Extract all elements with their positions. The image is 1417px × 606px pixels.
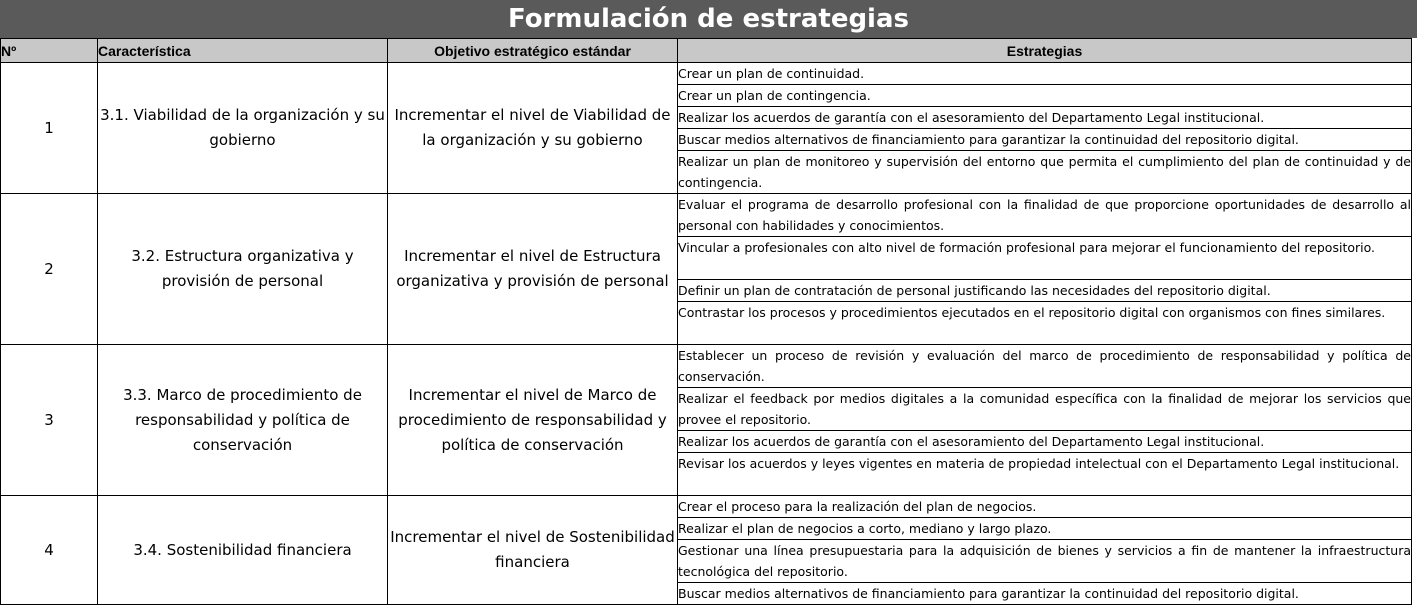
header-number: Nº bbox=[1, 39, 98, 63]
group-number: 4 bbox=[1, 496, 98, 605]
strategy-cell: Definir un plan de contratación de personal justificando las necesidades del repositorio digital. bbox=[678, 280, 1412, 302]
objective-cell: Incrementar el nivel de Sostenibilidad financiera bbox=[388, 496, 678, 605]
strategies-table bbox=[0, 38, 1412, 605]
strategy-cell: Realizar los acuerdos de garantía con el asesoramiento del Departamento Legal institucional. bbox=[678, 431, 1412, 453]
strategy-cell: Establecer un proceso de revisión y evaluación del marco de procedimiento de responsabilidad y política de conservación. bbox=[678, 345, 1412, 388]
table-row bbox=[1, 63, 1412, 85]
strategy-cell: Realizar el feedback por medios digitales a la comunidad específica con la finalidad de mejorar los servicios que provee el repositorio. bbox=[678, 388, 1412, 431]
characteristic-cell: 3.4. Sostenibilidad financiera bbox=[98, 496, 388, 605]
header-row bbox=[1, 39, 1412, 63]
strategy-cell: Crear un plan de contingencia. bbox=[678, 85, 1412, 107]
strategy-cell: Vincular a profesionales con alto nivel de formación profesional para mejorar el funcionamiento del repositorio. bbox=[678, 237, 1412, 280]
table-row bbox=[1, 345, 1412, 388]
group-number: 2 bbox=[1, 194, 98, 345]
header-strategies: Estrategias bbox=[678, 39, 1412, 63]
strategy-cell: Gestionar una línea presupuestaria para la adquisición de bienes y servicios a fin de mantener la infraestructura tecnológica del repositorio. bbox=[678, 540, 1412, 583]
strategy-cell: Buscar medios alternativos de financiamiento para garantizar la continuidad del repositorio digital. bbox=[678, 129, 1412, 151]
strategy-cell: Crear un plan de continuidad. bbox=[678, 63, 1412, 85]
objective-cell: Incrementar el nivel de Viabilidad de la organización y su gobierno bbox=[388, 63, 678, 194]
strategy-cell: Realizar el plan de negocios a corto, mediano y largo plazo. bbox=[678, 518, 1412, 540]
strategy-cell: Revisar los acuerdos y leyes vigentes en materia de propiedad intelectual con el Departamento Legal institucional. bbox=[678, 453, 1412, 496]
table-row bbox=[1, 496, 1412, 518]
strategy-cell: Contrastar los procesos y procedimientos ejecutados en el repositorio digital con organismos con fines similares. bbox=[678, 302, 1412, 345]
objective-cell: Incrementar el nivel de Estructura organizativa y provisión de personal bbox=[388, 194, 678, 345]
strategy-cell: Realizar un plan de monitoreo y supervisión del entorno que permita el cumplimiento del plan de continuidad y de contingencia. bbox=[678, 151, 1412, 194]
characteristic-cell: 3.3. Marco de procedimiento de responsabilidad y política de conservación bbox=[98, 345, 388, 496]
strategy-cell: Buscar medios alternativos de financiamiento para garantizar la continuidad del repositorio digital. bbox=[678, 583, 1412, 605]
objective-cell: Incrementar el nivel de Marco de procedimiento de responsabilidad y política de conservación bbox=[388, 345, 678, 496]
header-characteristic: Característica bbox=[98, 39, 388, 63]
characteristic-cell: 3.1. Viabilidad de la organización y su gobierno bbox=[98, 63, 388, 194]
group-number: 3 bbox=[1, 345, 98, 496]
table-row bbox=[1, 194, 1412, 237]
sheet-title: Formulación de estrategias bbox=[0, 0, 1417, 38]
header-objective: Objetivo estratégico estándar bbox=[388, 39, 678, 63]
strategy-cell: Crear el proceso para la realización del plan de negocios. bbox=[678, 496, 1412, 518]
group-number: 1 bbox=[1, 63, 98, 194]
strategy-cell: Evaluar el programa de desarrollo profesional con la finalidad de que proporcione oportunidades de desarrollo al personal con habilidades y conocimientos. bbox=[678, 194, 1412, 237]
strategy-cell: Realizar los acuerdos de garantía con el asesoramiento del Departamento Legal institucional. bbox=[678, 107, 1412, 129]
characteristic-cell: 3.2. Estructura organizativa y provisión de personal bbox=[98, 194, 388, 345]
